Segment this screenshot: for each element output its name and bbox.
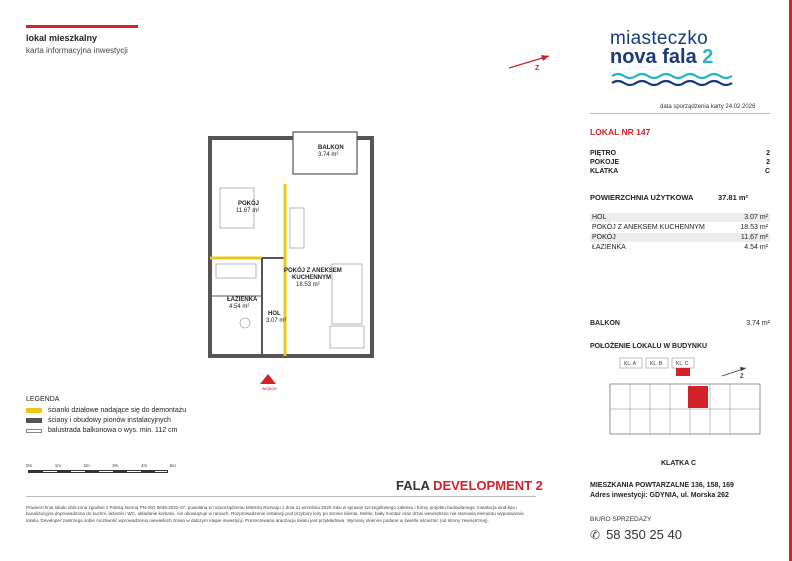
room-row: HOL 3.07 m² (592, 214, 768, 221)
phone-number[interactable]: 58 350 25 40 (606, 527, 682, 542)
area-label: POWIERZCHNIA UŻYTKOWA (590, 193, 694, 202)
area-value: 37.81 m² (718, 193, 749, 202)
row-pokoje: POKOJE 2 (590, 159, 770, 166)
klatka-c-label: KL. C (676, 361, 689, 367)
location-title: POŁOŻENIE LOKALU W BUDYNKU (590, 343, 708, 350)
date-divider (590, 113, 770, 114)
developer-logo: FALA DEVELOPMENT 2 (396, 478, 543, 493)
date-label: data sporządzenia karty 24.02.2026 (660, 104, 756, 110)
balcony-row: BALKON 3.74 m² (590, 320, 770, 327)
north-arrow-icon (505, 50, 555, 72)
legend-item-balustrade: balustrada balkonowa o wys. min. 112 cm (26, 427, 177, 434)
investment-line1: MIESZKANIA POWTARZALNE 136, 158, 169 (590, 482, 734, 489)
phone-row (590, 527, 682, 542)
plan-kuch-label1: POKÓJ Z ANEKSEM (284, 268, 342, 274)
legend-swatch-balustrade (26, 429, 42, 433)
page-subtitle: karta informacyjna inwestycji (26, 46, 128, 55)
building-location-plan (600, 354, 770, 444)
footer-divider (26, 496, 536, 497)
brand-line1: miasteczko (610, 28, 709, 49)
plan-hol-area: 3.07 m² (266, 318, 287, 324)
klatka-b-label: KL. B (650, 361, 663, 367)
plan-balkon-label: BALKON (318, 145, 344, 151)
row-pietro: PIĘTRO 2 (590, 150, 770, 157)
legend-swatch-dark (26, 418, 42, 423)
sales-label: BIURO SPRZEDAŻY (590, 516, 652, 523)
plan-lazienka-area: 4.54 m² (229, 304, 250, 310)
row-klatka: KLATKA C (590, 168, 770, 175)
header-red-bar (26, 25, 138, 28)
page-title: lokal mieszkalny (26, 33, 98, 43)
legend-swatch-yellow (26, 408, 42, 413)
klatka-c-caption: KLATKA C (661, 460, 696, 467)
room-row: POKÓJ Z ANEKSEM KUCHENNYM 18.53 m² (592, 224, 768, 231)
scale-labels: 0m 1m 2m 3m 4m 5m (26, 463, 176, 468)
room-row: POKÓJ 11.67 m² (592, 234, 768, 241)
brand-line2: nova fala (610, 46, 697, 68)
scale-bar (28, 470, 168, 473)
plan-kuch-label2: KUCHENNYM (292, 275, 331, 281)
plan-pokoj-label: POKÓJ (238, 201, 260, 207)
unit-title: LOKAL NR 147 (590, 127, 651, 137)
plan-hol-label: HOL (268, 311, 281, 317)
svg-text:Z: Z (535, 65, 540, 72)
plan-pokoj-area: 11.67 m² (236, 208, 260, 214)
brand-logo (610, 28, 750, 92)
plan-kuch-area: 18.53 m² (296, 282, 320, 288)
room-row: ŁAZIENKA 4.54 m² (592, 244, 768, 251)
klatka-a-label: KL. A (624, 361, 636, 367)
floor-plan (190, 118, 390, 388)
plan-lazienka-label: ŁAZIENKA (227, 297, 258, 303)
investment-line2: Adres inwestycji: GDYNIA, ul. Morska 262 (590, 492, 729, 499)
brand-number: 2 (702, 46, 714, 68)
svg-text:Z: Z (740, 374, 744, 380)
legend-item-yellow: ścianki działowe nadające się do demontażu (26, 407, 186, 414)
wave-icon (610, 71, 740, 87)
plan-balkon-area: 3.74 m² (318, 152, 339, 158)
footer-disclaimer: Powierzchnia lokalu obliczona zgodnie z Polską Normą PN-ISO 9836:2022-07, powołaną w rozporządzeniu Ministra Rozwoju z dnia 11 września 2020 roku w sprawie szczegółowego zakresu i formy projektu budowlanego. Instalacja wod-kan i kanalizacyjna doprowadzona do kuchni, łazienki i WC, układanie korkanii, nie obowiązuje w ramach. Rozprowadzenie instalacji pod przybory leży po stronie klienta. Meble, biały montaż oraz drzwi wewnętrzne nie stanowią elementu wyposażenia lokalu. Developer zastrzega sobie możliwość wprowadzenia niewielkich zmian w dalszym etapie inwestycji. Prezentowana aranżacja lokalu jest przykładowa. Wymiary okienne podane w świetle ościeżnic (od strony zewnętrznej). (26, 505, 524, 523)
phone-icon: ✆ (590, 527, 601, 542)
legend-item-dark: ściany i obudowy pionów instalacyjnych (26, 417, 171, 424)
plan-entry-label: wejście (262, 386, 277, 391)
legend-title: LEGENDA (26, 396, 60, 403)
